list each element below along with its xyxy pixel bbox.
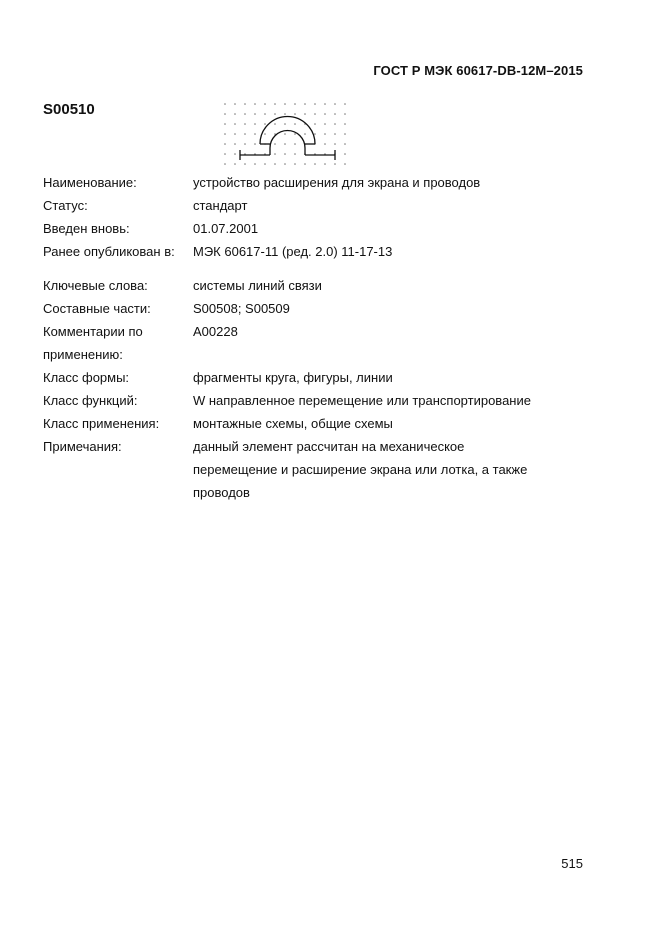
grid-dot (344, 153, 346, 155)
attributes-block-1 (43, 171, 603, 263)
grid-dot (224, 133, 226, 135)
symbol-code: S00510 (43, 101, 95, 118)
attribute-value (193, 171, 603, 194)
attribute-value-line: проводов (193, 485, 250, 500)
grid-dot (344, 113, 346, 115)
grid-dot (234, 123, 236, 125)
grid-dot (284, 143, 286, 145)
attribute-label (43, 435, 193, 504)
attribute-label (43, 171, 193, 194)
attribute-label-line: Статус: (43, 198, 88, 213)
grid-dot (344, 123, 346, 125)
grid-dot (264, 133, 266, 135)
symbol-drawing (240, 117, 335, 160)
grid-dot (314, 163, 316, 165)
grid-dot (244, 143, 246, 145)
grid-dot (294, 123, 296, 125)
attribute-value-line: A00228 (193, 324, 238, 339)
grid-dot (234, 163, 236, 165)
grid-dot (324, 113, 326, 115)
attribute-value (193, 412, 603, 435)
grid-dot (314, 133, 316, 135)
attribute-row (43, 320, 603, 366)
grid-dot (234, 153, 236, 155)
grid-dot (324, 163, 326, 165)
attribute-row (43, 171, 603, 194)
grid-dot (254, 123, 256, 125)
grid-dot (244, 133, 246, 135)
grid-dot (334, 123, 336, 125)
expansion-device-symbol-icon (222, 100, 350, 166)
grid-dot (254, 163, 256, 165)
attribute-label-line: Комментарии по (43, 324, 143, 339)
grid-dot (244, 123, 246, 125)
grid-dot (284, 103, 286, 105)
grid-dot (234, 113, 236, 115)
grid-dot (334, 163, 336, 165)
grid-dot (314, 103, 316, 105)
grid-dot (294, 113, 296, 115)
attribute-value (193, 389, 603, 412)
attribute-label-line: Класс формы: (43, 370, 130, 385)
grid-dot (274, 143, 276, 145)
grid-dot (274, 153, 276, 155)
attribute-value (193, 366, 603, 389)
grid-dot (294, 103, 296, 105)
attribute-row (43, 240, 603, 263)
grid-dot (324, 143, 326, 145)
grid-dot (274, 113, 276, 115)
grid-dot (274, 123, 276, 125)
grid-dot (244, 113, 246, 115)
grid-dot (224, 123, 226, 125)
grid-dot (224, 103, 226, 105)
grid-dot (264, 123, 266, 125)
attribute-value-line: МЭК 60617-11 (ред. 2.0) 11-17-13 (193, 244, 393, 259)
attribute-label (43, 320, 193, 366)
attribute-label-line: Введен вновь: (43, 221, 130, 236)
grid-dot (304, 103, 306, 105)
attribute-value-line: S00508; S00509 (193, 301, 290, 316)
attribute-label-line: Примечания: (43, 439, 122, 454)
grid-dot (304, 113, 306, 115)
grid-dot (264, 163, 266, 165)
page-number: 515 (561, 856, 583, 871)
attribute-row (43, 412, 603, 435)
attribute-row (43, 217, 603, 240)
grid-dot (334, 133, 336, 135)
attribute-label (43, 297, 193, 320)
attribute-value (193, 240, 603, 263)
attribute-label-line: Класс применения: (43, 416, 160, 431)
attribute-value-line: системы линий связи (193, 278, 322, 293)
grid-dot (324, 133, 326, 135)
attribute-label (43, 389, 193, 412)
grid-dot (294, 153, 296, 155)
grid-dot (254, 113, 256, 115)
grid-dot (344, 143, 346, 145)
attribute-label (43, 194, 193, 217)
attribute-label-line: Ключевые слова: (43, 278, 148, 293)
grid-dot (304, 133, 306, 135)
attribute-value-line: W направленное перемещение или транспортирование (193, 393, 531, 408)
grid-dot (284, 113, 286, 115)
grid-dot (254, 143, 256, 145)
attribute-value-line: перемещение и расширение экрана или лотка, а также (193, 462, 528, 477)
grid-dot (284, 133, 286, 135)
grid-dot (314, 113, 316, 115)
attributes-block-2 (43, 274, 603, 504)
grid-dot (294, 163, 296, 165)
attribute-label-line: Составные части: (43, 301, 151, 316)
grid-dot (344, 163, 346, 165)
attribute-value (193, 435, 603, 504)
attribute-label-line: Ранее опубликован в: (43, 244, 175, 259)
grid-dot (294, 143, 296, 145)
attribute-label-line: Наименование: (43, 175, 137, 190)
grid-dot (274, 163, 276, 165)
attribute-row (43, 366, 603, 389)
grid-dot (224, 163, 226, 165)
attribute-value-line: стандарт (193, 198, 248, 213)
attribute-label-line: применению: (43, 347, 123, 362)
grid-dot (314, 123, 316, 125)
grid-dot (274, 103, 276, 105)
grid-dot (264, 103, 266, 105)
grid-dot (334, 143, 336, 145)
grid-dot (344, 103, 346, 105)
attribute-label (43, 366, 193, 389)
grid-dot (224, 153, 226, 155)
attribute-value-line: монтажные схемы, общие схемы (193, 416, 393, 431)
attribute-label (43, 274, 193, 297)
grid-dot (344, 133, 346, 135)
grid-dot (264, 113, 266, 115)
grid-dot (334, 103, 336, 105)
grid-dot (284, 153, 286, 155)
grid-dot (244, 103, 246, 105)
grid-dot (284, 123, 286, 125)
attribute-row (43, 194, 603, 217)
attribute-value (193, 217, 603, 240)
attribute-label (43, 240, 193, 263)
grid-dot (224, 113, 226, 115)
attribute-row (43, 389, 603, 412)
grid-dot (334, 113, 336, 115)
grid-dot (254, 133, 256, 135)
attribute-value-line: устройство расширения для экрана и проводов (193, 175, 481, 190)
grid-dot (284, 163, 286, 165)
grid-dot (304, 163, 306, 165)
attribute-label-line: Класс функций: (43, 393, 138, 408)
attribute-value (193, 194, 603, 217)
attribute-value-line: фрагменты круга, фигуры, линии (193, 370, 393, 385)
attributes-table (43, 171, 603, 504)
grid-dot (224, 143, 226, 145)
grid-dot (234, 103, 236, 105)
grid-dot (294, 133, 296, 135)
grid-dot (324, 103, 326, 105)
attribute-label (43, 217, 193, 240)
attribute-value (193, 274, 603, 297)
attribute-row (43, 297, 603, 320)
attribute-row (43, 274, 603, 297)
grid-dot (254, 103, 256, 105)
block-gap (43, 263, 603, 274)
grid-dot (244, 163, 246, 165)
attribute-value-line: 01.07.2001 (193, 221, 259, 236)
attribute-value (193, 297, 603, 320)
attribute-label (43, 412, 193, 435)
attribute-value (193, 320, 603, 366)
attribute-value-line: данный элемент рассчитан на механическое (193, 439, 465, 454)
attribute-row (43, 435, 603, 504)
grid-dot (234, 133, 236, 135)
document-header: ГОСТ Р МЭК 60617-DB-12M–2015 (373, 63, 583, 78)
grid-dot (234, 143, 236, 145)
grid-dot (324, 123, 326, 125)
